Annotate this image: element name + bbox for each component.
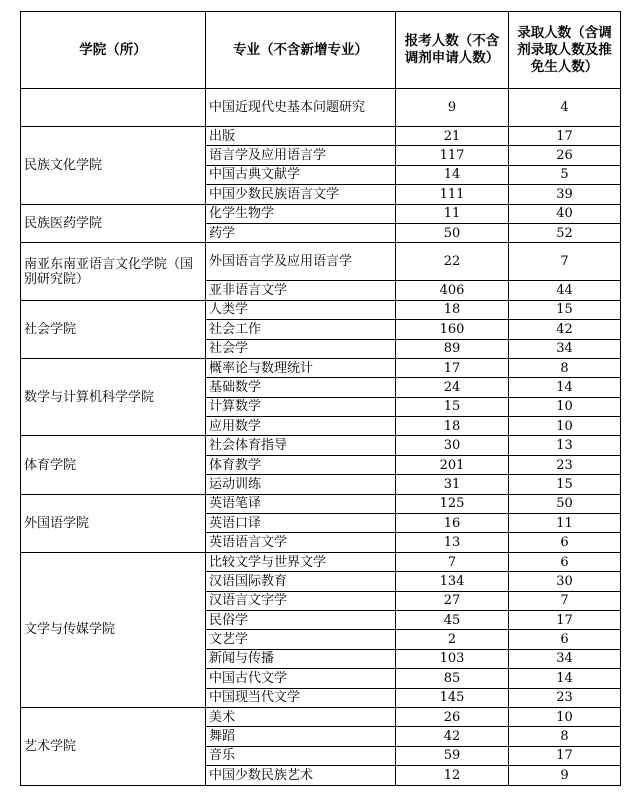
applicants-cell: 27 (396, 591, 509, 610)
major-cell: 社会工作 (206, 320, 396, 339)
admitted-cell: 7 (509, 591, 621, 610)
major-cell: 应用数学 (206, 417, 396, 436)
admitted-cell: 13 (509, 436, 621, 455)
applicants-cell: 85 (396, 669, 509, 688)
admitted-cell: 10 (509, 397, 621, 416)
header-applicants: 报考人数（不含调剂申请人数） (396, 12, 509, 89)
table-row (21, 552, 621, 571)
table-row (21, 494, 621, 513)
major-cell: 英语语言文学 (206, 533, 396, 552)
applicants-cell: 31 (396, 475, 509, 494)
major-cell: 社会体育指导 (206, 436, 396, 455)
applicants-cell: 14 (396, 165, 509, 184)
major-cell: 中国现当代文学 (206, 688, 396, 707)
admitted-cell: 50 (509, 494, 621, 513)
applicants-cell: 160 (396, 320, 509, 339)
applicants-cell: 117 (396, 146, 509, 165)
admitted-cell: 34 (509, 649, 621, 668)
major-cell: 中国少数民族语言文学 (206, 185, 396, 204)
applicants-cell: 103 (396, 649, 509, 668)
admitted-cell: 8 (509, 727, 621, 746)
major-cell: 汉语国际教育 (206, 572, 396, 591)
major-cell: 英语口译 (206, 514, 396, 533)
table-row (21, 127, 621, 146)
applicants-cell: 134 (396, 572, 509, 591)
major-cell: 计算数学 (206, 397, 396, 416)
admitted-cell: 26 (509, 146, 621, 165)
table-row (21, 89, 621, 127)
major-cell: 概率论与数理统计 (206, 358, 396, 377)
applicants-cell: 30 (396, 436, 509, 455)
major-cell: 外国语言学及应用语言学 (206, 243, 396, 281)
major-cell: 出版 (206, 127, 396, 146)
admitted-cell: 7 (509, 243, 621, 281)
applicants-cell: 406 (396, 281, 509, 300)
major-cell: 体育教学 (206, 455, 396, 474)
college-cell (21, 89, 206, 127)
major-cell: 社会学 (206, 339, 396, 358)
applicants-cell: 18 (396, 417, 509, 436)
applicants-cell: 201 (396, 455, 509, 474)
major-cell: 音乐 (206, 746, 396, 765)
applicants-cell: 11 (396, 204, 509, 223)
major-cell: 亚非语言文学 (206, 281, 396, 300)
table-row (21, 300, 621, 319)
college-cell: 民族文化学院 (21, 127, 206, 205)
major-cell: 化学生物学 (206, 204, 396, 223)
major-cell: 英语笔译 (206, 494, 396, 513)
table-row (21, 358, 621, 377)
admitted-cell: 40 (509, 204, 621, 223)
major-cell: 新闻与传播 (206, 649, 396, 668)
applicants-cell: 145 (396, 688, 509, 707)
applicants-cell: 9 (396, 89, 509, 127)
admitted-cell: 4 (509, 89, 621, 127)
admitted-cell: 23 (509, 455, 621, 474)
table-row (21, 436, 621, 455)
header-college: 学院（所） (21, 12, 206, 89)
major-cell: 舞蹈 (206, 727, 396, 746)
admitted-cell: 17 (509, 746, 621, 765)
admitted-cell: 6 (509, 533, 621, 552)
applicants-cell: 13 (396, 533, 509, 552)
admissions-table (20, 11, 621, 786)
major-cell: 汉语言文字学 (206, 591, 396, 610)
admitted-cell: 23 (509, 688, 621, 707)
admitted-cell: 14 (509, 669, 621, 688)
college-cell: 体育学院 (21, 436, 206, 494)
applicants-cell: 21 (396, 127, 509, 146)
major-cell: 人类学 (206, 300, 396, 319)
admitted-cell: 11 (509, 514, 621, 533)
admitted-cell: 10 (509, 707, 621, 726)
major-cell: 运动训练 (206, 475, 396, 494)
major-cell: 基础数学 (206, 378, 396, 397)
applicants-cell: 42 (396, 727, 509, 746)
applicants-cell: 50 (396, 223, 509, 242)
major-cell: 语言学及应用语言学 (206, 146, 396, 165)
major-cell: 中国古代文学 (206, 669, 396, 688)
header-major: 专业（不含新增专业） (206, 12, 396, 89)
admitted-cell: 9 (509, 766, 621, 785)
applicants-cell: 16 (396, 514, 509, 533)
admitted-cell: 17 (509, 610, 621, 629)
college-cell: 文学与传媒学院 (21, 552, 206, 707)
major-cell: 中国近现代史基本问题研究 (206, 89, 396, 127)
applicants-cell: 2 (396, 630, 509, 649)
major-cell: 民俗学 (206, 610, 396, 629)
admitted-cell: 44 (509, 281, 621, 300)
admitted-cell: 42 (509, 320, 621, 339)
admitted-cell: 8 (509, 358, 621, 377)
table-row (21, 243, 621, 281)
college-cell: 社会学院 (21, 300, 206, 358)
admitted-cell: 30 (509, 572, 621, 591)
admitted-cell: 14 (509, 378, 621, 397)
major-cell: 药学 (206, 223, 396, 242)
applicants-cell: 18 (396, 300, 509, 319)
college-cell: 外国语学院 (21, 494, 206, 552)
applicants-cell: 15 (396, 397, 509, 416)
admitted-cell: 52 (509, 223, 621, 242)
admitted-cell: 6 (509, 552, 621, 571)
applicants-cell: 125 (396, 494, 509, 513)
applicants-cell: 24 (396, 378, 509, 397)
applicants-cell: 111 (396, 185, 509, 204)
applicants-cell: 12 (396, 766, 509, 785)
admitted-cell: 17 (509, 127, 621, 146)
applicants-cell: 26 (396, 707, 509, 726)
table-row (21, 204, 621, 223)
header-admitted: 录取人数（含调剂录取人数及推免生人数） (509, 12, 621, 89)
admitted-cell: 5 (509, 165, 621, 184)
admitted-cell: 10 (509, 417, 621, 436)
college-cell: 艺术学院 (21, 707, 206, 785)
admitted-cell: 15 (509, 300, 621, 319)
admitted-cell: 15 (509, 475, 621, 494)
admitted-cell: 39 (509, 185, 621, 204)
applicants-cell: 7 (396, 552, 509, 571)
major-cell: 中国古典文献学 (206, 165, 396, 184)
applicants-cell: 59 (396, 746, 509, 765)
college-cell: 民族医药学院 (21, 204, 206, 243)
applicants-cell: 22 (396, 243, 509, 281)
major-cell: 比较文学与世界文学 (206, 552, 396, 571)
applicants-cell: 17 (396, 358, 509, 377)
college-cell: 南亚东南亚语言文化学院（国别研究院） (21, 243, 206, 300)
admitted-cell: 6 (509, 630, 621, 649)
applicants-cell: 89 (396, 339, 509, 358)
applicants-cell: 45 (396, 610, 509, 629)
header-row (21, 12, 621, 89)
major-cell: 美术 (206, 707, 396, 726)
major-cell: 文艺学 (206, 630, 396, 649)
admitted-cell: 34 (509, 339, 621, 358)
table-row (21, 707, 621, 726)
major-cell: 中国少数民族艺术 (206, 766, 396, 785)
table-body (21, 89, 621, 786)
college-cell: 数学与计算机科学学院 (21, 358, 206, 436)
